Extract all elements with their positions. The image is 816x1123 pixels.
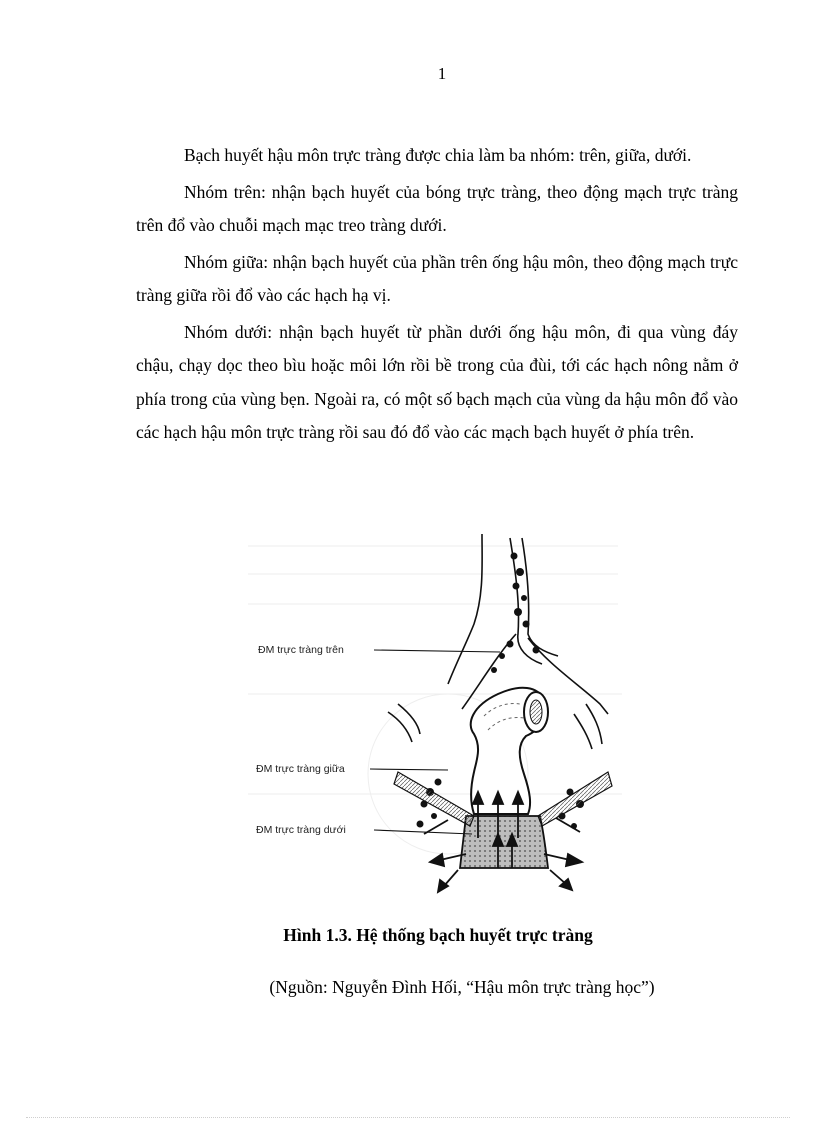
rectum xyxy=(471,688,548,814)
paragraph-intro: Bạch huyết hậu môn trực tràng được chia làm ba nhóm: trên, giữa, dưới. xyxy=(184,145,692,165)
paragraph-upper-group: Nhóm trên: nhận bạch huyết của bóng trực tràng, theo động mạch trực tràng trên đổ vào chuỗi mạch mạc treo tràng dưới. xyxy=(136,181,738,235)
anal-canal xyxy=(460,816,548,868)
paragraph-middle-group: Nhóm giữa: nhận bạch huyết của phần trên ống hậu môn, theo động mạch trực tràng giữa rồi đổ vào các hạch hạ vị. xyxy=(136,251,738,305)
figure-source: (Nguồn: Nguyễn Đình Hối, “Hậu môn trực tràng học”) xyxy=(269,977,655,997)
label-middle-artery: ĐM trực tràng giữa xyxy=(256,763,345,775)
figure-caption: Hình 1.3. Hệ thống bạch huyết trực tràng xyxy=(283,925,593,945)
label-lower-artery: ĐM trực tràng dưới xyxy=(256,824,346,836)
label-upper-artery: ĐM trực tràng trên xyxy=(258,644,344,656)
body-text xyxy=(136,139,738,453)
page-number: 1 xyxy=(437,64,447,83)
lymphatic-figure xyxy=(248,534,622,894)
paragraph-lower-group: Nhóm dưới: nhận bạch huyết từ phần dưới ống hậu môn, đi qua vùng đáy chậu, chạy dọc theo bìu hoặc môi lớn rồi bề trong của đùi, tới các hạch nông nằm ở phía trong của vùng bẹn. Ngoài ra, có một số bạch mạch của vùng da hậu môn đổ vào các hạch hậu môn trực tràng rồi sau đó đổ vào các mạch bạch huyết ở phía trên. xyxy=(136,321,738,442)
lymphatic-diagram xyxy=(248,534,622,894)
bottom-rule xyxy=(26,1117,790,1118)
